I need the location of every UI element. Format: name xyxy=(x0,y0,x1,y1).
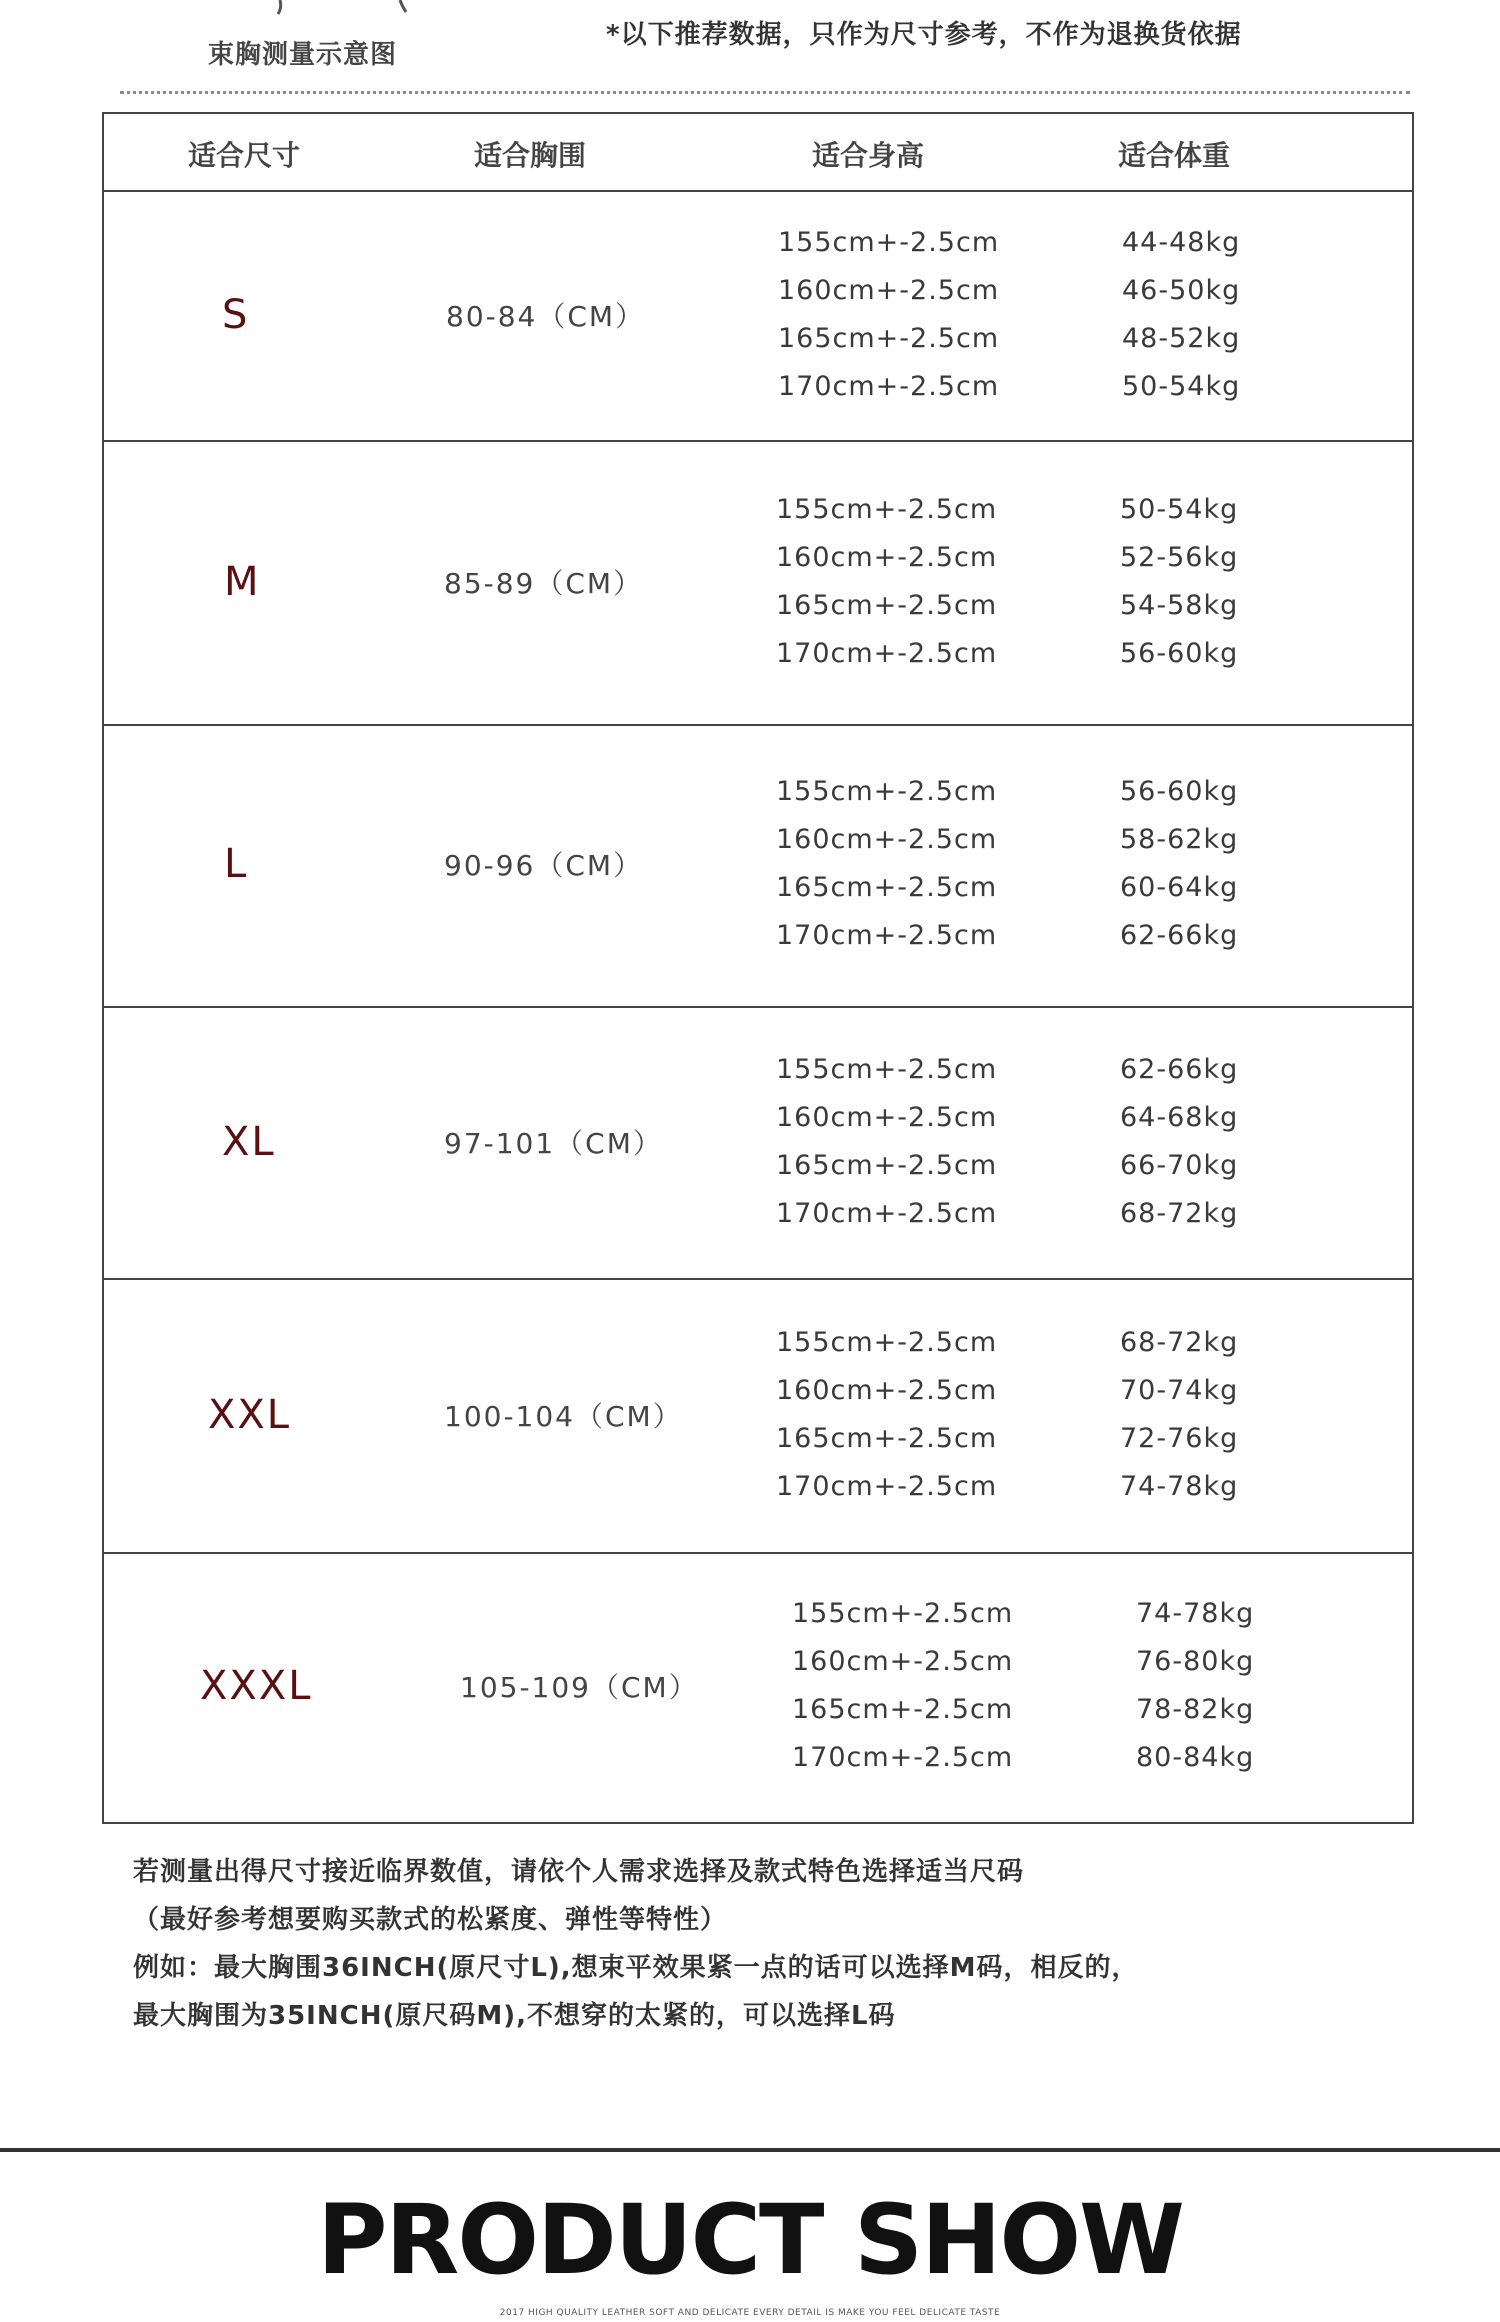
height-list xyxy=(776,1046,997,1238)
chest-range: 100-104（CM） xyxy=(444,1400,683,1433)
height-value: 170cm+-2.5cm xyxy=(792,1742,1014,1773)
weight-value: 68-72kg xyxy=(1120,1327,1239,1358)
height-value: 165cm+-2.5cm xyxy=(776,590,998,621)
size-label: L xyxy=(224,841,249,887)
size-label: S xyxy=(222,292,250,338)
weight-list xyxy=(1120,486,1238,678)
weight-value: 62-66kg xyxy=(1120,920,1239,951)
header-size: 适合尺寸 xyxy=(188,139,301,172)
measurement-illustration-fragment xyxy=(260,0,460,20)
weight-value: 60-64kg xyxy=(1120,872,1239,903)
height-value: 155cm+-2.5cm xyxy=(776,1327,998,1358)
weight-value: 56-60kg xyxy=(1120,638,1239,669)
height-list xyxy=(776,1319,997,1511)
height-value: 165cm+-2.5cm xyxy=(792,1694,1014,1725)
height-value: 160cm+-2.5cm xyxy=(778,275,1000,306)
height-list xyxy=(776,486,997,678)
weight-list xyxy=(1120,1046,1238,1238)
height-value: 170cm+-2.5cm xyxy=(776,1471,998,1502)
chest-range: 85-89（CM） xyxy=(444,567,644,600)
weight-value: 68-72kg xyxy=(1120,1198,1239,1229)
weight-value: 80-84kg xyxy=(1136,1742,1255,1773)
height-value: 160cm+-2.5cm xyxy=(776,542,998,573)
height-value: 170cm+-2.5cm xyxy=(776,920,998,951)
height-value: 155cm+-2.5cm xyxy=(776,1054,998,1085)
weight-list xyxy=(1136,1590,1254,1782)
chest-range: 90-96（CM） xyxy=(444,849,644,882)
table-row xyxy=(104,1552,1412,1822)
measure-caption: 束胸测量示意图 xyxy=(208,40,398,70)
weight-value: 76-80kg xyxy=(1136,1646,1255,1677)
size-label: XL xyxy=(222,1119,276,1165)
chest-range: 97-101（CM） xyxy=(444,1127,663,1160)
weight-value: 44-48kg xyxy=(1122,227,1241,258)
size-label: M xyxy=(224,559,261,605)
height-list xyxy=(778,219,999,411)
height-value: 155cm+-2.5cm xyxy=(776,776,998,807)
weight-value: 50-54kg xyxy=(1122,371,1241,402)
table-row xyxy=(104,1278,1412,1554)
section-divider xyxy=(0,2148,1500,2152)
weight-value: 78-82kg xyxy=(1136,1694,1255,1725)
height-value: 170cm+-2.5cm xyxy=(776,1198,998,1229)
disclaimer-text: *以下推荐数据，只作为尺寸参考，不作为退换货依据 xyxy=(606,20,1242,50)
size-chart-table xyxy=(102,112,1414,1824)
weight-list xyxy=(1120,768,1238,960)
weight-value: 72-76kg xyxy=(1120,1423,1239,1454)
height-value: 165cm+-2.5cm xyxy=(776,1150,998,1181)
note-line: 例如：最大胸围36INCH(原尺寸L),想束平效果紧一点的话可以选择M码，相反的， xyxy=(133,1953,1139,1983)
weight-value: 52-56kg xyxy=(1120,542,1239,573)
height-value: 165cm+-2.5cm xyxy=(776,1423,998,1454)
chest-range: 80-84（CM） xyxy=(446,300,646,333)
chest-range: 105-109（CM） xyxy=(460,1671,699,1704)
header-height: 适合身高 xyxy=(812,139,925,172)
weight-list xyxy=(1120,1319,1238,1511)
height-value: 160cm+-2.5cm xyxy=(792,1646,1014,1677)
height-value: 155cm+-2.5cm xyxy=(792,1598,1014,1629)
height-value: 155cm+-2.5cm xyxy=(778,227,1000,258)
height-value: 155cm+-2.5cm xyxy=(776,494,998,525)
weight-list xyxy=(1122,219,1240,411)
dotted-divider xyxy=(120,91,1410,94)
weight-value: 62-66kg xyxy=(1120,1054,1239,1085)
note-line: 若测量出得尺寸接近临界数值，请依个人需求选择及款式特色选择适当尺码 xyxy=(133,1857,1025,1887)
weight-value: 54-58kg xyxy=(1120,590,1239,621)
height-value: 165cm+-2.5cm xyxy=(778,323,1000,354)
weight-value: 58-62kg xyxy=(1120,824,1239,855)
height-value: 165cm+-2.5cm xyxy=(776,872,998,903)
weight-value: 70-74kg xyxy=(1120,1375,1239,1406)
table-row xyxy=(104,724,1412,1008)
table-row xyxy=(104,440,1412,726)
header-weight: 适合体重 xyxy=(1118,139,1231,172)
size-label: XXL xyxy=(208,1392,292,1438)
height-value: 160cm+-2.5cm xyxy=(776,824,998,855)
note-line: （最好参考想要购买款式的松紧度、弹性等特性） xyxy=(133,1905,728,1935)
height-value: 160cm+-2.5cm xyxy=(776,1375,998,1406)
sizing-notes xyxy=(133,1848,1139,2040)
weight-value: 74-78kg xyxy=(1120,1471,1239,1502)
height-list xyxy=(792,1590,1013,1782)
product-show-title: PRODUCT SHOW xyxy=(317,2184,1183,2296)
weight-value: 50-54kg xyxy=(1120,494,1239,525)
weight-value: 74-78kg xyxy=(1136,1598,1255,1629)
height-value: 160cm+-2.5cm xyxy=(776,1102,998,1133)
note-line: 最大胸围为35INCH(原尺码M),不想穿的太紧的，可以选择L码 xyxy=(133,2001,896,2031)
header-chest: 适合胸围 xyxy=(474,139,587,172)
table-header xyxy=(104,114,1412,192)
height-value: 170cm+-2.5cm xyxy=(778,371,1000,402)
weight-value: 46-50kg xyxy=(1122,275,1241,306)
weight-value: 48-52kg xyxy=(1122,323,1241,354)
weight-value: 66-70kg xyxy=(1120,1150,1239,1181)
size-label: XXXL xyxy=(200,1663,313,1709)
height-value: 170cm+-2.5cm xyxy=(776,638,998,669)
product-show-subtitle: 2017 HIGH QUALITY LEATHER SOFT AND DELICATE EVERY DETAIL IS MAKE YOU FEEL DELICATE TASTE xyxy=(499,2308,1001,2318)
weight-value: 64-68kg xyxy=(1120,1102,1239,1133)
height-list xyxy=(776,768,997,960)
weight-value: 56-60kg xyxy=(1120,776,1239,807)
table-row xyxy=(104,190,1412,442)
table-row xyxy=(104,1006,1412,1280)
